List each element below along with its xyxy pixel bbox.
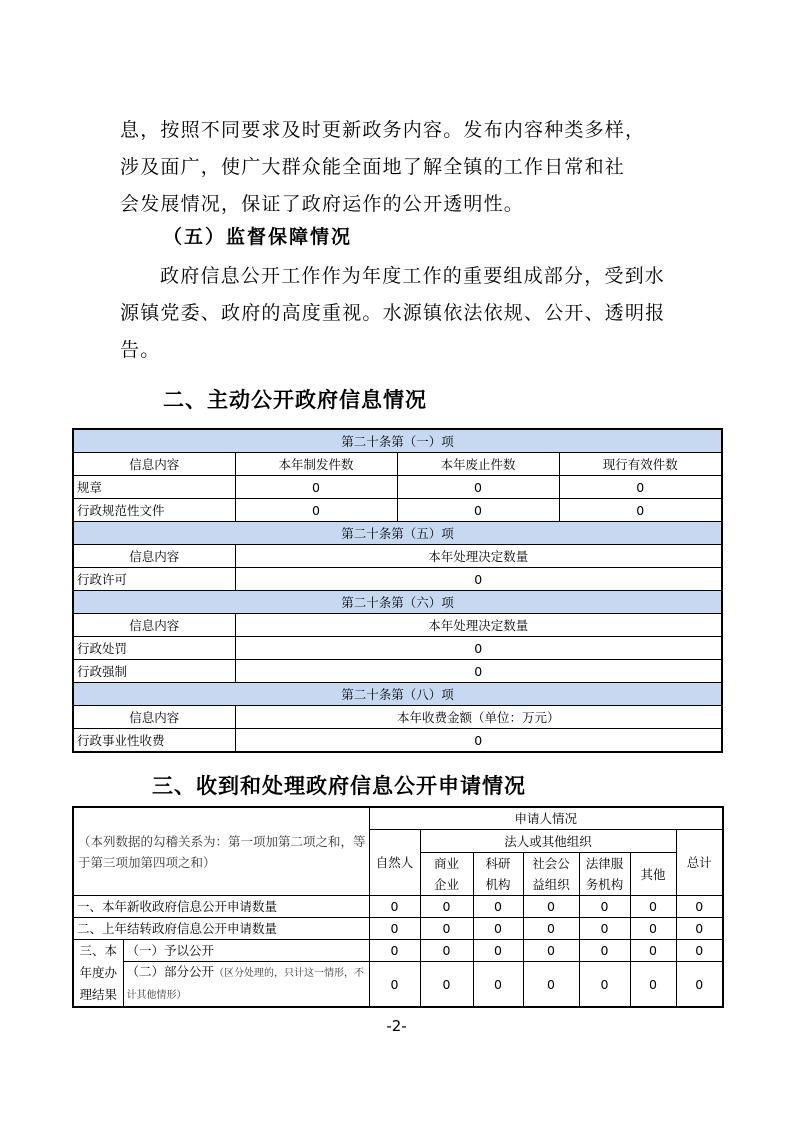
cell-value: 0 xyxy=(473,962,523,1008)
text-line: 涉及面广，使广大群众能全面地了解全镇的工作日常和社 xyxy=(120,156,626,178)
cell-value: 0 xyxy=(523,962,579,1008)
row-label-main: （二）部分公开 xyxy=(126,964,215,979)
table-row xyxy=(73,660,722,683)
column-header: 信息内容 xyxy=(73,545,235,568)
cell-value: 0 xyxy=(523,918,579,940)
table-row xyxy=(73,962,723,1008)
cell-value: 0 xyxy=(630,940,676,962)
row-label: 行政规范性文件 xyxy=(73,499,235,522)
cell-value: 0 xyxy=(523,896,579,918)
row-label xyxy=(123,962,369,1008)
row-label: （一）予以公开 xyxy=(123,940,369,962)
column-header-org xyxy=(579,853,630,896)
proactive-disclosure-table xyxy=(72,428,723,753)
text-line: 息，按照不同要求及时更新政务内容。发布内容种类多样， xyxy=(120,119,646,141)
cell-value: 0 xyxy=(630,896,676,918)
cell-value: 0 xyxy=(579,918,630,940)
column-header: 信息内容 xyxy=(73,614,235,637)
column-header: 信息内容 xyxy=(73,706,235,729)
text-line: 会发展情况，保证了政府运作的公开透明性。 xyxy=(120,193,525,215)
cell-value: 0 xyxy=(420,962,473,1008)
block-title: 第二十条第（一）项 xyxy=(73,429,722,453)
applicant-header: 申请人情况 xyxy=(369,807,723,830)
cell-value: 0 xyxy=(369,896,420,918)
cell-value: 0 xyxy=(235,660,722,683)
cell-value: 0 xyxy=(559,499,722,522)
body-paragraph-1 xyxy=(120,112,680,223)
header-line: 企业 xyxy=(434,877,460,892)
cell-value: 0 xyxy=(420,896,473,918)
header-line: 法律服 xyxy=(585,856,624,871)
subheading-supervision: （五）监督保障情况 xyxy=(163,226,353,248)
cell-value: 0 xyxy=(420,918,473,940)
column-header: 本年处理决定数量 xyxy=(235,614,722,637)
cell-value: 0 xyxy=(369,940,420,962)
cell-value: 0 xyxy=(559,476,722,499)
cell-value: 0 xyxy=(369,918,420,940)
column-header-org xyxy=(473,853,523,896)
table-row xyxy=(73,637,722,660)
section-3-title: 三、收到和处理政府信息公开申请情况 xyxy=(152,774,526,798)
row-label: 行政强制 xyxy=(73,660,235,683)
column-header: 本年制发件数 xyxy=(235,453,397,476)
header-line: 益组织 xyxy=(532,877,570,892)
row-label: 二、上年结转政府信息公开申请数量 xyxy=(73,918,369,940)
table-row xyxy=(73,918,723,940)
header-line: 商业 xyxy=(434,856,460,871)
cell-value: 0 xyxy=(235,499,397,522)
table-row xyxy=(73,499,722,522)
cell-value: 0 xyxy=(397,476,559,499)
cell-value: 0 xyxy=(473,896,523,918)
table-row xyxy=(73,729,722,753)
cell-value: 0 xyxy=(676,940,723,962)
column-header-org xyxy=(420,853,473,896)
cell-value: 0 xyxy=(676,896,723,918)
cell-value: 0 xyxy=(579,896,630,918)
row-label-note: （区分处理的，只计这一情形，不计其他情形） xyxy=(126,968,365,1001)
table-row xyxy=(73,568,722,591)
cell-value: 0 xyxy=(630,962,676,1008)
group-label: 三、本年度办理结果 xyxy=(73,940,123,1008)
section-2-title: 二、主动公开政府信息情况 xyxy=(163,388,427,412)
cell-value: 0 xyxy=(523,940,579,962)
cell-value: 0 xyxy=(473,918,523,940)
column-header-natural-person: 自然人 xyxy=(369,830,420,896)
text-line: 政府信息公开工作作为年度工作的重要组成部分，受到水 xyxy=(160,265,666,287)
table-row xyxy=(73,476,722,499)
header-line: 科研 xyxy=(485,856,511,871)
text-line: 告。 xyxy=(120,339,161,361)
cell-value: 0 xyxy=(630,918,676,940)
consistency-note: （本列数据的勾稽关系为：第一项加第二项之和，等于第三项加第四项之和） xyxy=(73,807,369,896)
column-header: 本年收费金额（单位：万元） xyxy=(235,706,722,729)
cell-value: 0 xyxy=(235,476,397,499)
cell-value: 0 xyxy=(579,940,630,962)
header-line: 机构 xyxy=(485,877,511,892)
block-title: 第二十条第（五）项 xyxy=(73,522,722,545)
application-handling-table xyxy=(72,806,724,1008)
page-number: -2- xyxy=(386,1017,407,1035)
cell-value: 0 xyxy=(676,918,723,940)
row-label: 规章 xyxy=(73,476,235,499)
column-header-org xyxy=(523,853,579,896)
row-label: 行政许可 xyxy=(73,568,235,591)
column-header-total: 总计 xyxy=(676,830,723,896)
block-title: 第二十条第（六）项 xyxy=(73,591,722,614)
column-header: 本年废止件数 xyxy=(397,453,559,476)
cell-value: 0 xyxy=(397,499,559,522)
table-row xyxy=(73,896,723,918)
cell-value: 0 xyxy=(369,962,420,1008)
column-header: 现行有效件数 xyxy=(559,453,722,476)
cell-value: 0 xyxy=(235,568,722,591)
cell-value: 0 xyxy=(676,962,723,1008)
cell-value: 0 xyxy=(235,637,722,660)
table-row xyxy=(73,940,723,962)
cell-value: 0 xyxy=(579,962,630,1008)
column-header: 本年处理决定数量 xyxy=(235,545,722,568)
row-label: 行政处罚 xyxy=(73,637,235,660)
cell-value: 0 xyxy=(420,940,473,962)
body-paragraph-2 xyxy=(120,258,680,369)
cell-value: 0 xyxy=(235,729,722,753)
legal-org-header: 法人或其他组织 xyxy=(420,830,676,853)
column-header-org: 其他 xyxy=(630,853,676,896)
column-header: 信息内容 xyxy=(73,453,235,476)
cell-value: 0 xyxy=(473,940,523,962)
header-line: 务机构 xyxy=(585,877,624,892)
row-label: 行政事业性收费 xyxy=(73,729,235,753)
header-line: 社会公 xyxy=(532,856,570,871)
text-line: 源镇党委、政府的高度重视。水源镇依法依规、公开、透明报 xyxy=(120,302,666,324)
block-title: 第二十条第（八）项 xyxy=(73,683,722,706)
row-label: 一、本年新收政府信息公开申请数量 xyxy=(73,896,369,918)
